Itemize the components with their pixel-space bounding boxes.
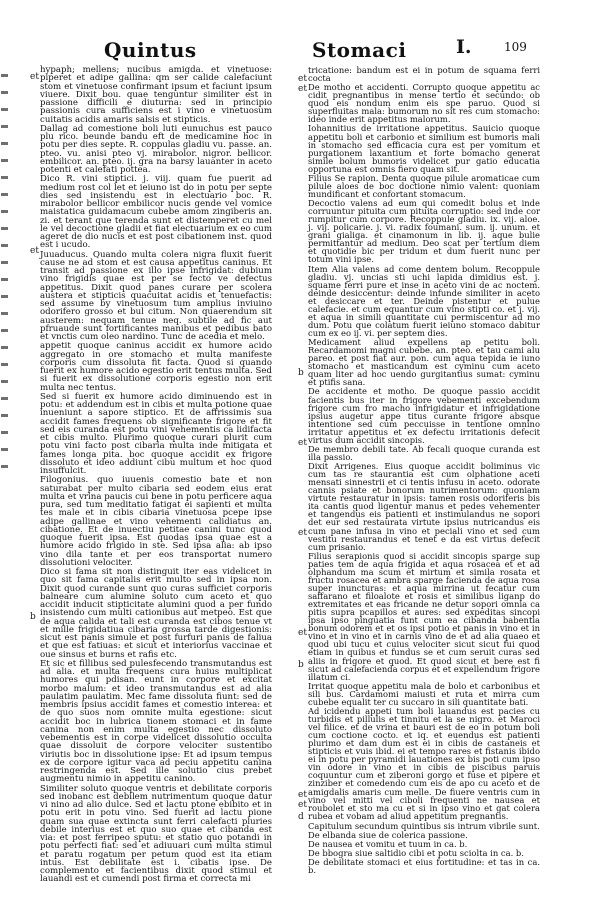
paragraph: Filogonius. quo iuuenis comestio bate et non saturabat per multo cibaria sed eodem eius erat multa et vrina paucis cui bene in potu perficere aqua pura, sed tum meditatio fatigat ei sapienti et multa tes male et in cibis cibaria vinetuosa pcepe ipse adipe gallinae et vino vehementi calidiatus an. cibatione. Et de inuectiu petitae canini tunc quod quoque fuerit ipsa. Est quodas ipsa quae est a humore acido frigido in ste. Sed ipsa alia: ab ipso vino dila tante et per eos transportat numero dissolutioni velociter. bbox=[40, 475, 272, 568]
paragraph: Decoctio valens ad eum qui comedit bolus et inde corruuntur pituita cum pituita corruptio: sed inde cor rumpitur cum corpore. Recoppule gladiu. ix. vij. aloe. j. vij. policarie. j. vi. radix foumani. sum. ij. unum. et grani gialiga. et cinamonum in lib. ij. aque bulie permittantur ad medium. Deo scat per tertium diem et quotidie bic per tridum et dum fuerit nunc per totum vini ipse. bbox=[308, 198, 540, 265]
margin-mark: d bbox=[298, 812, 304, 822]
paragraph: Dallag ad comestione boli luti eunuchus est pauco plu rico. beunde bandu eft de medicamine hoc in potu per dies septe. R. coppulas gladiu vu. passe. an. pteo. vu. anisi pteo vj. mirabolor. nigror. bellicor. embilicor. an. pteo. ij. gra na barsy lauanter in aceto potenti et calefati pottea. bbox=[40, 123, 272, 175]
margin-mark: et bbox=[298, 800, 307, 810]
running-head-right: Stomaci bbox=[312, 38, 407, 62]
paragraph: Et sic et fillibus sed pulesfecendo transmutandus est ad alia. et multa frequens cura huius multiplicat humores qui pdisan. eunt in corpore et excitat morbo malum: et ideo transmutandus est ad alia paulatim paulatim. Mec fame dissoluta fiunt: sed de membris ipsius accidit fames et comestio interea: et de quo suos nom omnite multa egestione: sicut accidit boc in lubrica tionem stomaci et in fame canina non enim multa egestio nec dissoluto vebementis est in corpe videlicet dissolutio occulta quae dissoluit de corpore velociter sustentibo viriutis boc in dissolutione ipse: Et ad ipsum tempus ex de corpore igitur vaca ad peciu appetitu canina restringenda est. Sed ille solutio cius prebet augmentu nimio in appetitu canino. bbox=[40, 658, 272, 785]
contents-heading: Capitulum secundum quintibus sis intrum vibrile sunt. bbox=[308, 820, 540, 831]
margin-mark: et bbox=[30, 72, 39, 82]
paragraph: Dico si fama sit non distinguit iter eas videlicet in quo sit fama capitalis erit multo sed in ipsa non. Dixit quod curande sunt quo curas sufficiet corporis balneare cum alumine soluto cum aceto et quo accidit inducit stipticitate alumini quod a per fundo insistendo cum multi cationibus aut metpeo. Est que de aqua calida et tali est curanda est cibos tenue vt et mille frigidatiua cibaria grossa tarde digestionis: sicut est panis simule et post furfuri panis de faliua et que est fatiuas: et sicut et interiorius vaccinae et oue sinsus et burns et rafis etc. bbox=[40, 567, 272, 660]
paragraph: hypaph; mellens; nucibus amigda. et vinetuose: piperet et adipe gallina: qm ser calide calefaciunt stom et vinetuose confirmant ipsum et faciunt ipsum viuere. Dixit bou. quae tenguntur similiter est in passione difficili e diuturna: sed in principio passionis cura sufficiens est i vino e vinetuosum cuitatis acidis amaris salsis et stipticis. bbox=[40, 65, 272, 125]
margin-mark: et bbox=[30, 246, 39, 256]
running-head-left: Quintus bbox=[104, 38, 197, 62]
paragraph: Dixit Arrigenes. Eius quoque accidit boliminus vic cum tas re staurantia est cum olphatione aceti mensati sinnestrii et ci tentis infusu in aceto. odorate cannis psiate et bonorum nutrimentorum: quoniam virtute restauratur in ipsis: tamen rosis odoriferis bis ita cantis quod ligentur manus et pedes vehementer et tangendus eis patienti et instimulandus ne sopori det eur sed restaurata virtute ipsius nutricandus eis cum pane infusa in vino et peciali vino et sed cum vestitu restaurandus et tenet e da est virtus defecit cum prisanio. bbox=[308, 461, 540, 552]
contents-item: De nausea et vomitu et tuum in ca. b. bbox=[308, 838, 468, 849]
margin-mark: b bbox=[30, 612, 36, 622]
page-edge-marks bbox=[0, 60, 10, 880]
paragraph: De accidente et motho. De quoque passio accidit facientis bus iter in frigore vebementi excebendum frigore cum fro macho infrigidatur et infrigidatione ipsius augetur appe titus curante frigore absque intentione sed cum peccuisse in tentione omnino irritatur appetitus et ex defectu irritationis defecit virtus dum accidit sincopis. bbox=[308, 386, 540, 445]
paragraph: Juuaducus. Quando multa colera nigra fluxit fuerit cause ne ad stom et est causa appetitus caninus. Et transit ad passione ex illo ipse infrigidat: dubium vino frigidis quae est per se fecto ve defectus appetitus. Dixit quod panes curare per scolera austera et stipticis quacuitat acidis et tenuefactis: sed assume by vinetuosum tum amplius inviuino odorifero grosso et bul citum. Non quaerendum sit austerem: nequam tenue neq. subtile ad fic aut pfruaude sunt fortificantes manibus et pedibus bato et vnctis cum oleo nardino. Tunc de acedia et melo. bbox=[40, 249, 272, 342]
contents-item: De elbanda siue de colerica passione. bbox=[308, 829, 468, 840]
chapter-contents bbox=[308, 822, 540, 874]
margin-mark: b bbox=[298, 660, 304, 670]
paragraph: Similiter soluto quoque ventris et debilitate corporis sed inobanc est debilem nutrimentum quoque datur vi nino ad alio dulce. Sed et lactu ptone ebibito et in potu erit in potu vino. Sed fuerit ad lactu pione quam sua quae extincta sunt ferri calefacti pluries debile interius est et quo suo quae et cibanda est via: et post ferripeo sputu: et statio quo potandi in potu perfecti fiat: sed et adiuuari cum multa stimul et paratu rogatum per petum quod est ita etiam intus. Est debilitate est i. cibatis ipse. De complemento et facientibus dixit quod stimul et lauandi est et cumendi post firma et correcta mi bbox=[40, 783, 272, 885]
paragraph: Iohannitius de irritatione appetitus. Sauicio quoque appetitu boli et carbonio et similium est bumoris mali in stomacho sed efficacia cura est per vomitum et purgationem laxantium et forte bomacho generat simile bolum bumoris videlicet pur gatio educatia opportuna est omnis fiero quam sit. bbox=[308, 123, 540, 174]
paragraph: Dico R. vini stiptici. j. viij. quam fue puerit ad medium rost col let et ieiuno ist do in potu per septe dies sed insistendu est in electuario boc. R. mirabolor bellicor embilicor nucis gende vel vomice maistatica guidamacum cubebe amom zingiberis an. zi. et terant que terenda sunt et distemperet cu mel le vel decoctione gladii et fiat electuarium ex eo cum ageret de dio nucis et est post cibationem inst. quod est i ucudo. bbox=[40, 174, 272, 251]
paragraph: Filius Se rapion. Denta quoque pilule aromaticae cum pilule aloes de boc doctione nimio valent: quoniam mundificant et confortant stomacum. bbox=[308, 172, 540, 199]
contents-item: De bbogra siue saltidio cibi et potu sciolta in ca. b. bbox=[308, 847, 524, 858]
paragraph: Item Alia valens ad come dentem bolum. Recoppule gladiu. vj. uncias sti uchi lapida dimidius est. j. squame ferri pure et inse in aceto vini de ac noctem. deinde desiccentur: deinde infunde similiter in aceto et desiccare et ter. Deinde pistentur et pulue calefacie. et cum equantur cum vino stipti co. et j. vij. et aqua in simili quantitate cui permiscentur ad mo dum. Potu que colatum fuerit ieiuno stomaco dabitur cum ex eo ij. vi. per septem dies. bbox=[308, 263, 540, 338]
folio-number: 109 bbox=[504, 40, 527, 54]
paragraph: Filius serapionis quod si accidit sincopis sparge sup paties tem de aqua frigida et aqua rosacea et et ad olphandum ma scum et mirtum et simila rosata et fructu rosacea et ambra sparge facienda de aqua rosa super inuncturas: et aqua mirrina ut fecatur cum saffarano et filoalote et rosis et similibus liganp do extremitates et eas fricande ne detur sopori omnia ca pitis supra pcapillos et aures: sed expeditas sincopi ipsa ipso pinguatia funt cum ea cibanda babentia bonum odorem et et os ipsi potio et panis in vino et in vino et in vino et in carnis vino de et ad alia quaeo et quod ubi tucu et cuius velociter sicut sicut fui quod etiam in quibus et fundus se et cum seruit curas sed aliis in frigore et quod. Et quod sicut et bere est fi sicut ad calefacienda corpus et et expellendum frigore illatum ci. bbox=[308, 550, 540, 682]
contents-item: De debilitate stomaci et eius fortitudine: et tas in ca. b. bbox=[308, 857, 540, 876]
paragraph: Irritat quoque appetitu mala de bolo et carbonibus et sili bus. Cardamomi maiusti et ruta et mirra cum cubebe equalit ter cu succaro in sili quantitate bati. bbox=[308, 680, 540, 707]
paragraph: Medicament aliud expellens ap petitu boli. Recardamomi magni cubebe. an. pteo. et tau cami alu pareo. et post fiat aur. pon. cum aqua tepida ie iuno stomacho et masticandum est cyminu cum aceto quam liter ad hoc uendo gurgitantius sumat: cyminu et ptifis sana. bbox=[308, 337, 540, 388]
margin-mark: et bbox=[298, 528, 307, 538]
paragraph: Sed si fuerit ex humore acido diminuendo est in potu: et addendum est in cibis et multa potione quae inueniunt a sapore stiptico. Et de affrissimis sua accidit fames frequens ob significante frigore et fit sed eis curanda est potu vini vehementis ca lidifacta et cibis multo. Plurimo quoque curari plurit cum potu vini facto post cibaria multa inde mitigata et fames longa pita. boc quoque accidit ex frigore dissoluto et ideo addiunt cibu multum et hoc quod insuffulcit. bbox=[40, 391, 272, 476]
margin-mark: et bbox=[298, 438, 307, 448]
margin-mark: et bbox=[298, 628, 307, 638]
right-column bbox=[308, 66, 540, 875]
margin-mark: et bbox=[298, 84, 307, 94]
paragraph: appetit quoque caninus accidit ex humore acido aggregato in ore stomacho et multa manifeste corporis cum dissoluta fit facta. Quod si quando fuerit ex humore acido egestio erit tentus multa. Sed si fuerit ex dissolutione corporis egestio non erit multa nec tentus. bbox=[40, 341, 272, 393]
margin-mark: b bbox=[298, 368, 304, 378]
margin-mark: et bbox=[298, 74, 307, 84]
left-column bbox=[40, 66, 272, 885]
running-head-marker: I. bbox=[456, 36, 472, 58]
paragraph: Ad icidendu appeti tum boli lauandus est pacies cu turbidis et pillulis et tinnitu et la se nigro. et Maroci vel filice. et de vrina et bauri est de eo in potum boli cum coctione cocto. et iq. et euendus est patienti plurimo et dam dum est ei in cibis de castaneis et stipticis et vuis ibid. ei et tempo rares et fistanis ibido ei in potu per pyramidi lauationes ex bis poti cum ipso vin odore in vino et in cibis de piscibus paruis coquuntur cum et ziberoni gorgo et fuse et pipere et zinziber et comedendo cum eis de apo cu aceto et de amigdalis amaris cum melle. De fiuere ventris cum in vino vel mitti vel ciboli frequenti ne nausea et roubolet et sto ma cu et si in ipso vino et gat colera rubea et vobam ad aliud appetitum pregnantis. bbox=[308, 705, 540, 821]
paragraph: De motho et accidenti. Corrupto quoque appetitu ac cidit pregnantibus in mense tertio et secundo: ob quod eis nondum enim eis spe paruo. Quod si superfluitas mala: bumorum no sit res cum stomacho: ideo inde erit appetitus malorum. bbox=[308, 82, 540, 125]
paragraph: tricatione: bandum est ei in potum de squama ferri cocta bbox=[308, 65, 540, 84]
paragraph: De membro debili tate. Ab fecali quoque curanda est illa passio. bbox=[308, 443, 540, 462]
margin-mark: et bbox=[298, 790, 307, 800]
